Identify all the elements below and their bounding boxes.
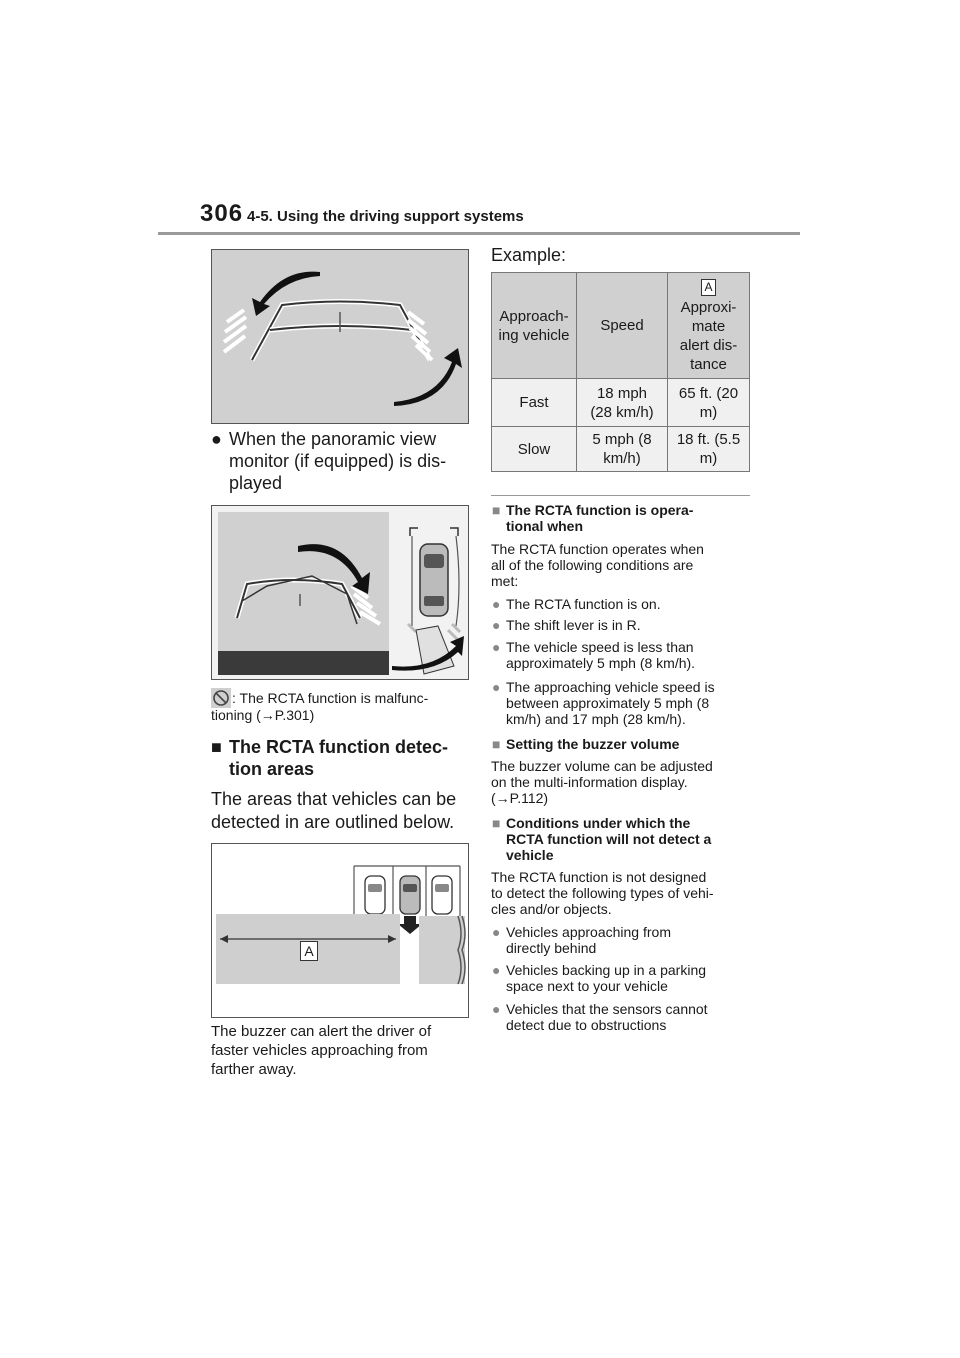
circle-bullet-icon: ●: [492, 596, 501, 612]
table-row: [492, 379, 750, 427]
buzzer-volume-heading: [492, 736, 756, 752]
no-detect-item: [492, 924, 756, 956]
nodetect-body-line-1: The RCTA function is not designed: [491, 869, 707, 885]
circle-bullet-icon: ●: [492, 1001, 501, 1017]
area-a-label: A: [300, 941, 318, 961]
col3-line-1: Approxi-: [680, 299, 737, 316]
nodetect-heading-line-2: RCTA function will not detect a: [506, 831, 712, 847]
condition-4-line-2: between approximately 5 mph (8: [506, 695, 710, 711]
condition-3-line-2: approximately 5 mph (8 km/h).: [506, 655, 696, 671]
cell-vehicle: Fast: [492, 379, 577, 427]
col-speed: Speed: [577, 273, 668, 379]
operational-body-line-2: all of the following conditions are: [491, 557, 694, 573]
right-column-rule: [491, 495, 750, 496]
col-approaching-vehicle: [492, 273, 577, 379]
square-bullet-icon: ■: [211, 737, 222, 757]
speed-line-2: (28 km/h): [590, 403, 654, 421]
malfunction-line-2: tioning (→P.301): [211, 707, 315, 723]
operational-heading: [492, 502, 756, 534]
condition-4-line-1: The approaching vehicle speed is: [506, 679, 715, 695]
nodetect-1-line-2: directly behind: [506, 940, 597, 956]
panoramic-illustration: [212, 506, 468, 679]
nodetect-3-line-1: Vehicles that the sensors cannot: [506, 1001, 708, 1017]
condition-item: [492, 596, 756, 612]
operational-heading-line-1: The RCTA function is opera-: [506, 502, 694, 518]
col-alert-distance: [668, 273, 750, 379]
detection-heading-line-1: The RCTA function detec-: [229, 737, 448, 757]
col3-line-3: alert dis-: [679, 337, 738, 354]
bullet-dot-icon: ●: [211, 429, 222, 449]
operational-heading-line-2: tional when: [506, 518, 583, 534]
condition-4-line-3: km/h) and 17 mph (28 km/h).: [506, 711, 686, 727]
buzzer-body-line-2: on the multi-information display.: [491, 774, 688, 790]
parking-diagram: [212, 844, 468, 1017]
circle-bullet-icon: ●: [492, 679, 501, 695]
detection-body-line-2: detected in are outlined below.: [211, 812, 455, 832]
condition-3-line-1: The vehicle speed is less than: [506, 639, 694, 655]
panoramic-line-1: When the panoramic view: [229, 429, 437, 449]
operational-body-line-3: met:: [491, 573, 519, 589]
operational-body-line-1: The RCTA function operates when: [491, 541, 704, 557]
detection-body: [211, 788, 481, 834]
panoramic-monitor-figure: [211, 505, 469, 680]
operational-body: [491, 541, 756, 589]
table-row: [492, 427, 750, 472]
panoramic-line-2: monitor (if equipped) is dis-: [229, 451, 447, 471]
nodetect-heading-line-1: Conditions under which the: [506, 815, 691, 831]
distance-line-2: m): [699, 403, 718, 421]
condition-item: [492, 639, 756, 671]
circle-bullet-icon: ●: [492, 924, 501, 940]
col3-a-label: A: [701, 279, 716, 296]
distance-line-1: 18 ft. (5.5: [676, 431, 741, 448]
circle-bullet-icon: ●: [492, 617, 501, 633]
rear-view-illustration: [212, 250, 468, 423]
square-bullet-icon: ■: [492, 815, 501, 831]
speed-line-2: km/h): [603, 450, 641, 467]
col3-line-4: tance: [690, 356, 727, 373]
no-detect-heading: [492, 815, 756, 863]
nodetect-3-line-2: detect due to obstructions: [506, 1017, 667, 1033]
buzzer-caption-line-3: farther away.: [211, 1061, 297, 1078]
nodetect-body-line-2: to detect the following types of vehi-: [491, 885, 714, 901]
nodetect-2-line-1: Vehicles backing up in a parking: [506, 962, 707, 978]
buzzer-body-line-1: The buzzer volume can be adjusted: [491, 758, 713, 774]
no-detect-item: [492, 1001, 756, 1033]
detection-area-figure: [211, 843, 469, 1018]
col1-line-1: Approach-: [499, 307, 569, 325]
malfunction-caption: [211, 690, 471, 724]
speed-line-1: 18 mph: [596, 384, 648, 402]
buzzer-body-line-3: (→P.112): [491, 790, 549, 806]
cell-distance: [668, 379, 750, 427]
header-rule: [158, 232, 800, 235]
nodetect-body-line-3: cles and/or objects.: [491, 901, 612, 917]
circle-bullet-icon: ●: [492, 962, 501, 978]
example-label: Example:: [491, 245, 567, 265]
page-number: 306: [200, 200, 244, 227]
square-bullet-icon: ■: [492, 502, 501, 518]
cell-speed: [577, 427, 668, 472]
cell-distance: [668, 427, 750, 472]
no-detect-body: [491, 869, 756, 917]
condition-item: [492, 617, 756, 633]
cell-vehicle: Slow: [492, 427, 577, 472]
buzzer-heading-text: Setting the buzzer volume: [506, 736, 680, 752]
detection-body-line-1: The areas that vehicles can be: [211, 789, 457, 809]
detection-heading-line-2: tion areas: [229, 759, 315, 779]
panoramic-bullet: [211, 428, 469, 494]
circle-bullet-icon: ●: [492, 639, 501, 655]
nodetect-2-line-2: space next to your vehicle: [506, 978, 668, 994]
cell-speed: [577, 379, 668, 427]
square-bullet-icon: ■: [492, 736, 501, 752]
rear-view-monitor-figure: [211, 249, 469, 424]
buzzer-volume-body: [491, 758, 756, 806]
panoramic-line-3: played: [229, 473, 283, 493]
buzzer-caption-line-1: The buzzer can alert the driver of: [211, 1023, 432, 1040]
col3-line-2: mate: [691, 318, 726, 335]
col1-line-2: ing vehicle: [498, 326, 570, 344]
distance-line-1: 65 ft. (20: [678, 384, 739, 402]
buzzer-caption-line-2: faster vehicles approaching from: [211, 1042, 428, 1059]
nodetect-heading-line-3: vehicle: [506, 847, 554, 863]
distance-line-2: m): [699, 450, 718, 467]
alert-distance-table: [491, 272, 750, 472]
nodetect-1-line-1: Vehicles approaching from: [506, 924, 671, 940]
condition-1-line-1: The RCTA function is on.: [506, 596, 661, 612]
speed-line-1: 5 mph (8: [592, 431, 652, 448]
condition-2-line-1: The shift lever is in R.: [506, 617, 641, 633]
section-title: 4-5. Using the driving support systems: [247, 208, 524, 225]
malfunction-line-1: : The RCTA function is malfunc-: [232, 690, 429, 706]
condition-item: [492, 679, 756, 727]
detection-areas-heading: [211, 736, 479, 780]
no-detect-item: [492, 962, 756, 994]
buzzer-caption: [211, 1022, 471, 1079]
